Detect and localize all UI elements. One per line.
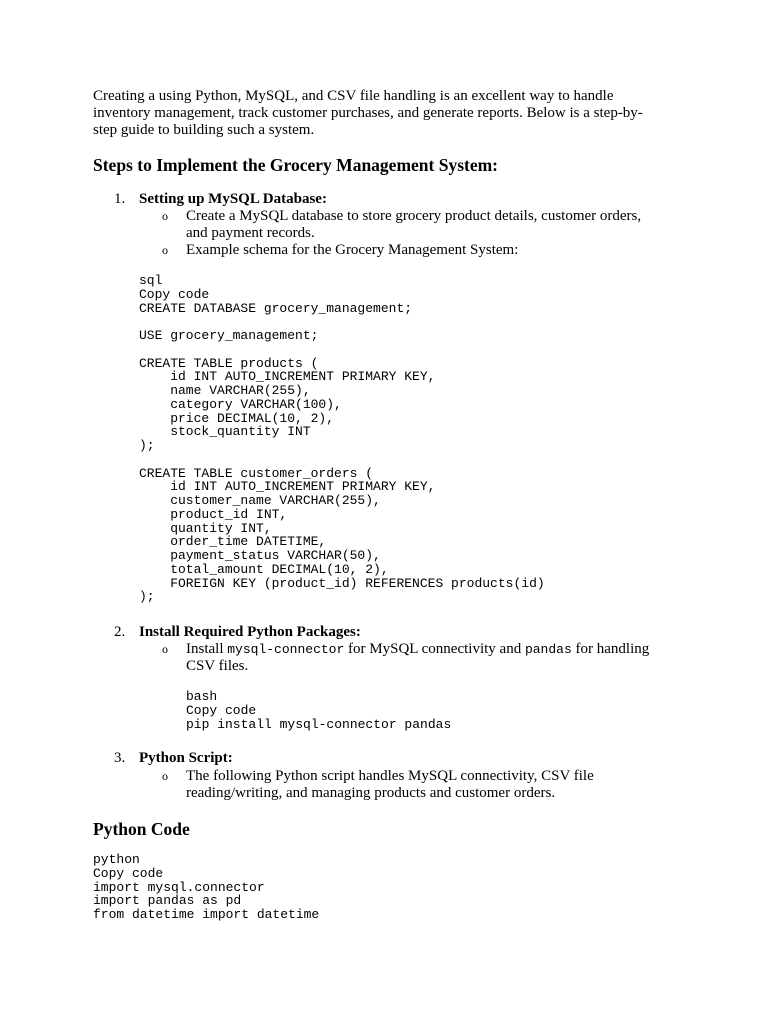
bullet-marker: o	[162, 243, 168, 257]
python-code-heading: Python Code	[93, 819, 190, 839]
bullet-marker: o	[162, 642, 168, 656]
bullet-marker: o	[162, 769, 168, 783]
step-1-bullet-2: Example schema for the Grocery Management System:	[186, 242, 519, 258]
bullet-text-segment: for handling CSV files.	[186, 641, 650, 674]
step-3-title: Python Script:	[139, 750, 233, 766]
steps-heading: Steps to Implement the Grocery Management System:	[93, 155, 499, 175]
step-2-title: Install Required Python Packages:	[139, 624, 361, 640]
bash-install-code-block: bash Copy code pip install mysql-connector pandas	[186, 689, 452, 732]
intro-paragraph: Creating a using Python, MySQL, and CSV file handling is an excellent way to handle inventory management, track customer purchases, and generate reports. Below is a step-by- step guide to building such a system.	[93, 88, 643, 138]
step-1-number: 1.	[114, 191, 126, 207]
bullet-marker: o	[162, 209, 168, 223]
inline-code-pandas: pandas	[524, 642, 572, 657]
python-code-block: python Copy code import mysql.connector import pandas as pd from datetime import datetime	[93, 852, 320, 922]
step-3-bullet-1: The following Python script handles MySQL connectivity, CSV file reading/writing, and managing products and customer orders.	[186, 768, 594, 801]
inline-code-mysql-connector: mysql-connector	[227, 642, 345, 657]
bullet-text-segment: for MySQL connectivity and	[344, 641, 525, 657]
step-1-title: Setting up MySQL Database:	[139, 191, 327, 207]
step-2-bullet-1	[186, 641, 666, 675]
step-2-number: 2.	[114, 624, 126, 640]
step-1-bullet-1: Create a MySQL database to store grocery product details, customer orders, and payment records.	[186, 208, 642, 241]
step-3-number: 3.	[114, 750, 126, 766]
sql-schema-code-block: sql Copy code CREATE DATABASE grocery_management; USE grocery_management; CREATE TABLE products ( id INT AUTO_INCREMENT PRIMARY KEY, name VARCHAR(255), category VARCHAR(100), price DECIMAL(10, 2), stock_quantity INT ); CREATE TABLE customer_orders ( id INT AUTO_INCREMENT PRIMARY KEY, customer_name VARCHAR(255), product_id INT, quantity INT, order_time DATETIME, payment_status VARCHAR(50), total_amount DECIMAL(10, 2), FOREIGN KEY (product_id) REFERENCES products(id) );	[139, 273, 545, 605]
bullet-text-segment: Install	[186, 641, 228, 657]
